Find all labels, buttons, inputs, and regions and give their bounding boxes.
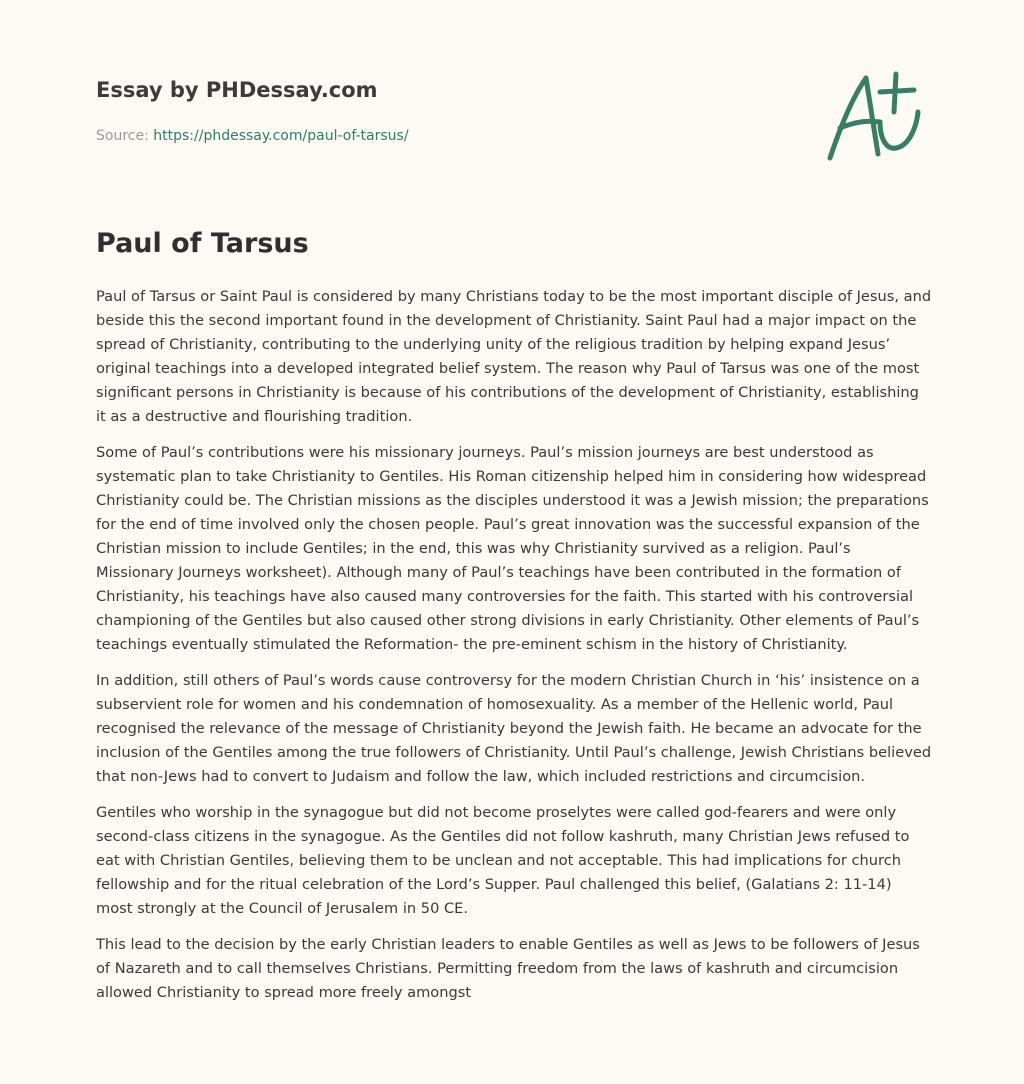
a-plus-logo-icon xyxy=(822,68,926,164)
essay-title: Paul of Tarsus xyxy=(96,228,309,259)
essay-body xyxy=(96,285,932,1017)
essay-paragraph: Paul of Tarsus or Saint Paul is considered by many Christians today to be the most important disciple of Jesus, and beside this the second important found in the development of Christianity. Saint Paul had a major impact on the spread of Christianity, contributing to the underlying unity of the religious tradition by helping expand Jesus’ original teachings into a developed integrated belief system. The reason why Paul of Tarsus was one of the most significant persons in Christianity is because of his contributions of the development of Christianity, establishing it as a destructive and flourishing tradition. xyxy=(96,288,932,425)
brand-title: Essay by PHDessay.com xyxy=(96,78,378,102)
source-link[interactable]: https://phdessay.com/paul-of-tarsus/ xyxy=(153,128,409,144)
essay-paragraph: Some of Paul’s contributions were his missionary journeys. Paul’s mission journeys are best understood as systematic plan to take Christianity to Gentiles. His Roman citizenship helped him in considering how widespread Christianity could be. The Christian missions as the disciples understood it was a Jewish mission; the preparations for the end of time involved only the chosen people. Paul’s great innovation was the successful expansion of the Christian mission to include Gentiles; in the end, this was why Christianity survived as a religion. Paul’s Missionary Journeys worksheet). Although many of Paul’s teachings have been contributed in the formation of Christianity, his teachings have also caused many controversies for the faith. This started with his controversial championing of the Gentiles but also caused other strong divisions in early Christianity. Other elements of Paul’s teachings eventually stimulated the Reformation- the pre-eminent schism in the history of Christianity. xyxy=(96,444,929,653)
source-line xyxy=(96,126,796,146)
essay-paragraph: This lead to the decision by the early Christian leaders to enable Gentiles as well as Jews to be followers of Jesus of Nazareth and to call themselves Christians. Permitting freedom from the laws of kashruth and circumcision allowed Christianity to spread more freely amongst xyxy=(96,936,920,1001)
essay-paragraph: In addition, still others of Paul’s words cause controversy for the modern Christian Church in ‘his’ insistence on a subservient role for women and his condemnation of homosexuality. As a member of the Hellenic world, Paul recognised the relevance of the message of Christianity beyond the Jewish faith. He became an advocate for the inclusion of the Gentiles among the true followers of Christianity. Until Paul’s challenge, Jewish Christians believed that non-Jews had to convert to Judaism and follow the law, which included restrictions and circumcision. xyxy=(96,672,932,785)
document-header xyxy=(96,76,796,146)
essay-paragraph: Gentiles who worship in the synagogue but did not become proselytes were called god-fearers and were only second-class citizens in the synagogue. As the Gentiles did not follow kashruth, many Christian Jews refused to eat with Christian Gentiles, believing them to be unclean and not acceptable. This had implications for church fellowship and for the ritual celebration of the Lord’s Supper. Paul challenged this belief, (Galatians 2: 11-14) most strongly at the Council of Jerusalem in 50 CE. xyxy=(96,804,910,917)
source-label: Source: xyxy=(96,128,154,144)
